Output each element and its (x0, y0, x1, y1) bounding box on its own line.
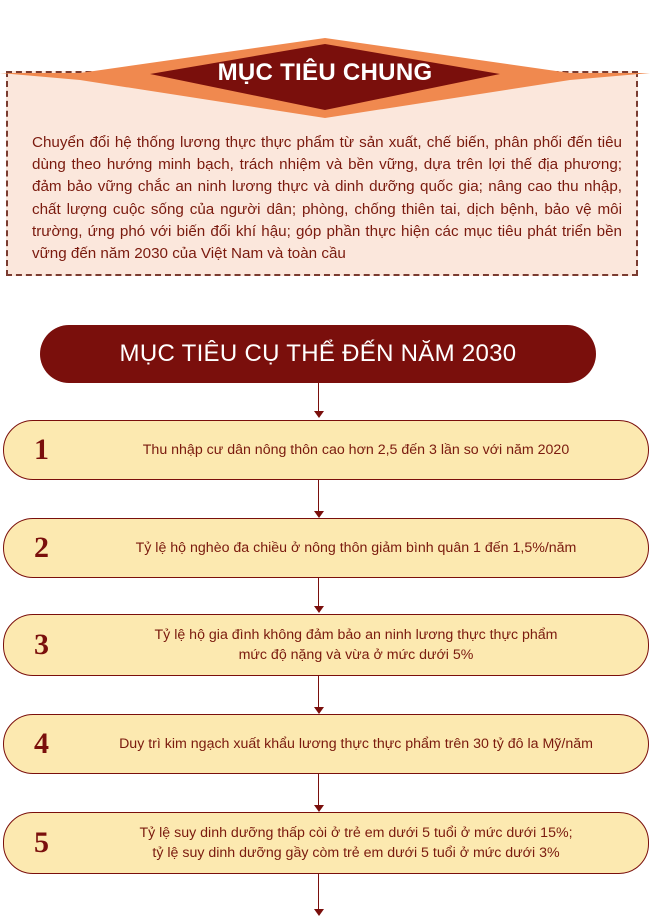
connector-arrow (314, 606, 324, 613)
target-number: 3 (34, 628, 49, 661)
target-item-4 (3, 714, 649, 774)
connector-arrow (314, 707, 324, 714)
target-number: 2 (34, 531, 49, 564)
target-item-5 (3, 812, 649, 874)
general-objective-text: Chuyển đổi hệ thống lương thực thực phẩm từ sản xuất, chế biến, phân phối đến tiêu dùng theo hướng minh bạch, trách nhiệm và bền vững, dựa trên lợi thế địa phương; đảm bảo vững chắc an ninh lương thực và dinh dưỡng quốc gia; nâng cao thu nhập, chất lượng cuộc sống của người dân; phòng, chống thiên tai, dịch bệnh, bảo vệ môi trường, ứng phó với biến đổi khí hậu; góp phần thực hiện các mục tiêu phát triển bền vững đến năm 2030 của Việt Nam và toàn cầu (32, 134, 622, 263)
target-text: Tỷ lệ hộ gia đình không đảm bảo an ninh lương thực thực phẩm mức độ nặng và vừa ở mức dưới 5% (154, 627, 558, 663)
target-text: Tỷ lệ hộ nghèo đa chiều ở nông thôn giảm bình quân 1 đến 1,5%/năm (135, 540, 577, 556)
general-title: MỤC TIÊU CHUNG (217, 59, 433, 86)
connector-line (318, 383, 319, 413)
connector-line (318, 874, 319, 910)
target-item-3 (3, 614, 649, 676)
connector-line (318, 578, 319, 608)
connector-line (318, 480, 319, 512)
target-number: 5 (34, 826, 49, 859)
target-item-2 (3, 518, 649, 578)
target-text: Thu nhập cư dân nông thôn cao hơn 2,5 đến 3 lần so với năm 2020 (142, 442, 570, 458)
connector-line (318, 774, 319, 806)
connector-arrow (314, 805, 324, 812)
target-text: Tỷ lệ suy dinh dưỡng thấp còi ở trẻ em dưới 5 tuổi ở mức dưới 15%; tỷ lệ suy dinh dưỡng gầy còm trẻ em dưới 5 tuổi ở mức dưới 3% (139, 825, 573, 861)
connector-arrow (314, 511, 324, 518)
connector-arrow (314, 909, 324, 916)
target-item-1 (3, 420, 649, 480)
specific-objectives-title: MỤC TIÊU CỤ THỂ ĐẾN NĂM 2030 (40, 325, 596, 383)
target-number: 4 (34, 727, 49, 760)
target-text: Duy trì kim ngạch xuất khẩu lương thực thực phẩm trên 30 tỷ đô la Mỹ/năm (119, 736, 593, 752)
connector-arrow (314, 411, 324, 418)
target-number: 1 (34, 433, 49, 466)
connector-line (318, 676, 319, 708)
